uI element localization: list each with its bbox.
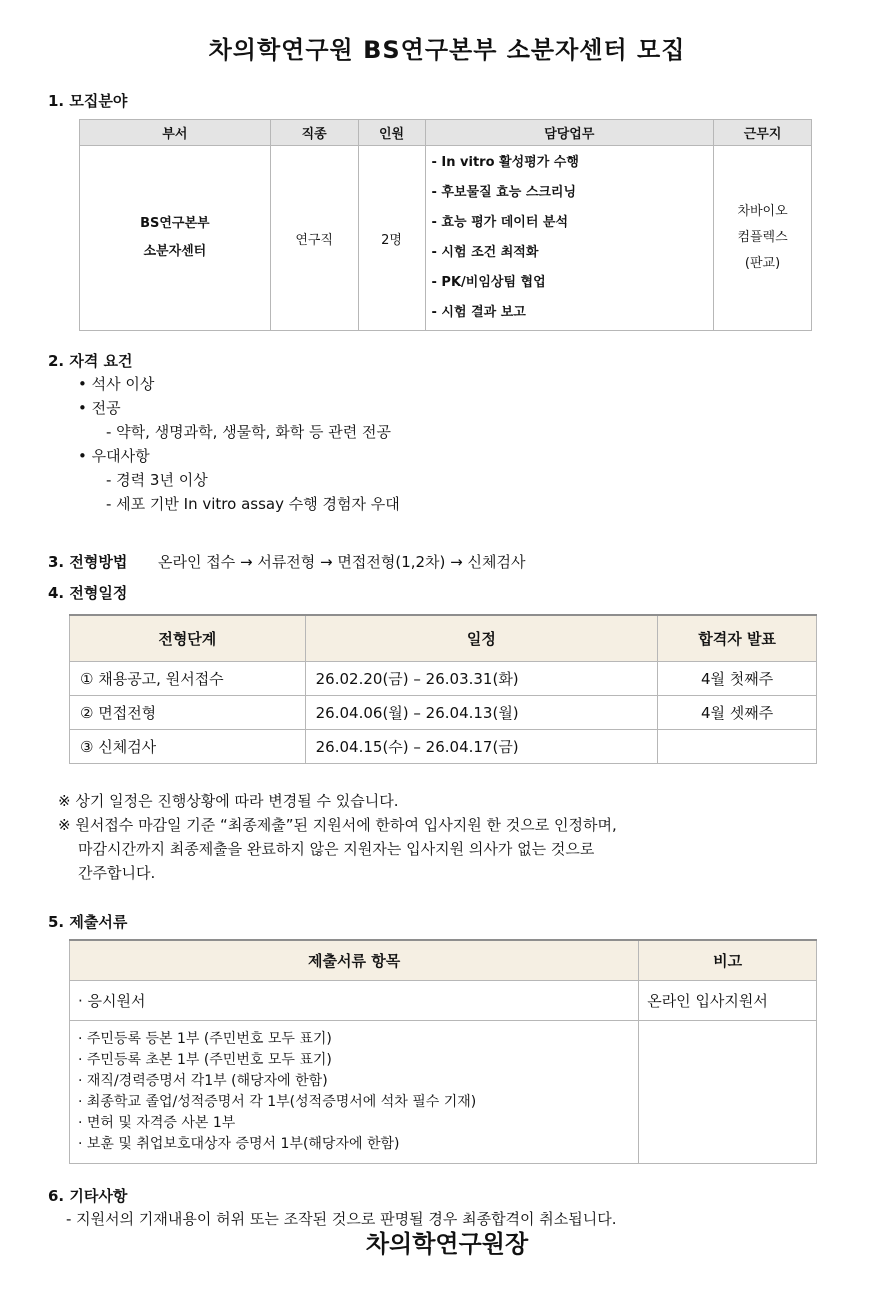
- doc-item: · 보훈 및 취업보호대상자 증명서 1부(해당자에 한함): [78, 1135, 400, 1152]
- table-row: [70, 1020, 817, 1163]
- count-cell: 2명: [358, 146, 425, 331]
- table-row: [70, 729, 817, 763]
- doc-list-cell: [70, 1020, 639, 1163]
- table-row: [70, 695, 817, 729]
- location-line: 컴플렉스: [737, 230, 788, 245]
- dept-cell: [80, 146, 271, 331]
- header-announce: 합격자 발표: [658, 615, 817, 661]
- duty-cell: [425, 146, 714, 331]
- qualification-line: - 약학, 생명과학, 생물학, 화학 등 관련 전공: [106, 423, 391, 441]
- table-header-row: [70, 615, 817, 661]
- stage-cell: ① 채용공고, 원서접수: [70, 661, 306, 695]
- date-cell: 26.04.06(월) – 26.04.13(월): [305, 695, 658, 729]
- schedule-note: 마감시간까지 최종제출을 완료하지 않은 지원자는 입사지원 의사가 없는 것으로: [78, 840, 595, 858]
- section-4-heading: 4. 전형일정: [48, 584, 128, 602]
- doc-item: · 최종학교 졸업/성적증명서 각 1부(성적증명서에 석차 필수 기재): [78, 1093, 477, 1110]
- announce-cell: 4월 셋째주: [658, 695, 817, 729]
- doc-item: · 주민등록 등본 1부 (주민번호 모두 표기): [78, 1030, 332, 1047]
- qualification-line: • 석사 이상: [78, 375, 155, 393]
- stage-cell: ③ 신체검사: [70, 729, 306, 763]
- recruit-field-table: [79, 119, 812, 331]
- header-doc-note: 비고: [639, 940, 817, 980]
- duty-item: - 후보물질 효능 스크리닝: [431, 185, 577, 200]
- schedule-note: ※ 상기 일정은 진행상황에 따라 변경될 수 있습니다.: [58, 792, 399, 810]
- misc-note: - 지원서의 기재내용이 허위 또는 조작된 것으로 판명될 경우 최종합격이 취소됩니다.: [66, 1210, 617, 1228]
- section-3-heading: 3. 전형방법: [48, 553, 128, 571]
- doc-item-cell: · 응시원서: [70, 980, 639, 1020]
- section-2-heading: 2. 자격 요건: [48, 352, 133, 370]
- stage-cell: ② 면접전형: [70, 695, 306, 729]
- header-stage: 전형단계: [70, 615, 306, 661]
- announce-cell: 4월 첫째주: [658, 661, 817, 695]
- schedule-note: ※ 원서접수 마감일 기준 “최종제출”된 지원서에 한하여 입사지원 한 것으로 인정하며,: [58, 816, 617, 834]
- dept-line: BS연구본부: [140, 216, 210, 231]
- table-header-row: [80, 120, 812, 146]
- location-line: (판교): [744, 256, 781, 271]
- header-count: 인원: [358, 120, 425, 146]
- qualification-line: • 우대사항: [78, 447, 150, 465]
- announce-cell: [658, 729, 817, 763]
- documents-table: [69, 939, 817, 1164]
- schedule-note: 간주합니다.: [78, 864, 156, 882]
- qualification-line: • 전공: [78, 399, 121, 417]
- qualification-line: - 세포 기반 In vitro assay 수행 경험자 우대: [106, 495, 400, 513]
- section-1-heading: 1. 모집분야: [48, 92, 128, 110]
- doc-empty-note-cell: [639, 1020, 817, 1163]
- section-6-heading: 6. 기타사항: [48, 1187, 128, 1205]
- header-dept: 부서: [80, 120, 271, 146]
- location-line: 차바이오: [737, 204, 788, 219]
- duty-item: - 시험 조건 최적화: [431, 245, 539, 260]
- duty-item: - In vitro 활성평가 수행: [431, 155, 579, 170]
- table-row: [70, 661, 817, 695]
- doc-item: · 주민등록 초본 1부 (주민번호 모두 표기): [78, 1051, 332, 1068]
- header-job: 직종: [270, 120, 358, 146]
- schedule-table: [69, 614, 817, 764]
- dept-line: 소분자센터: [143, 244, 207, 259]
- table-row: [70, 980, 817, 1020]
- duty-item: - 시험 결과 보고: [431, 305, 526, 320]
- page-title: 차의학연구원 BS연구본부 소분자센터 모집: [208, 36, 686, 64]
- table-row: [80, 146, 812, 331]
- doc-note-cell: 온라인 입사지원서: [639, 980, 817, 1020]
- header-duty: 담당업무: [425, 120, 714, 146]
- header-doc-item: 제출서류 항목: [70, 940, 639, 980]
- duty-item: - 효능 평가 데이터 분석: [431, 215, 569, 230]
- footer-signature: 차의학연구원장: [365, 1230, 529, 1258]
- doc-item: · 재직/경력증명서 각1부 (해당자에 한함): [78, 1072, 328, 1089]
- selection-method: 온라인 접수 → 서류전형 → 면접전형(1,2차) → 신체검사: [158, 553, 526, 571]
- doc-item: · 면허 및 자격증 사본 1부: [78, 1114, 236, 1131]
- job-cell: 연구직: [270, 146, 358, 331]
- date-cell: 26.04.15(수) – 26.04.17(금): [305, 729, 658, 763]
- duty-item: - PK/비임상팀 협업: [431, 275, 546, 290]
- header-location: 근무지: [714, 120, 812, 146]
- date-cell: 26.02.20(금) – 26.03.31(화): [305, 661, 658, 695]
- qualification-line: - 경력 3년 이상: [106, 471, 208, 489]
- table-header-row: [70, 940, 817, 980]
- header-date: 일정: [305, 615, 658, 661]
- location-cell: [714, 146, 812, 331]
- section-5-heading: 5. 제출서류: [48, 913, 128, 931]
